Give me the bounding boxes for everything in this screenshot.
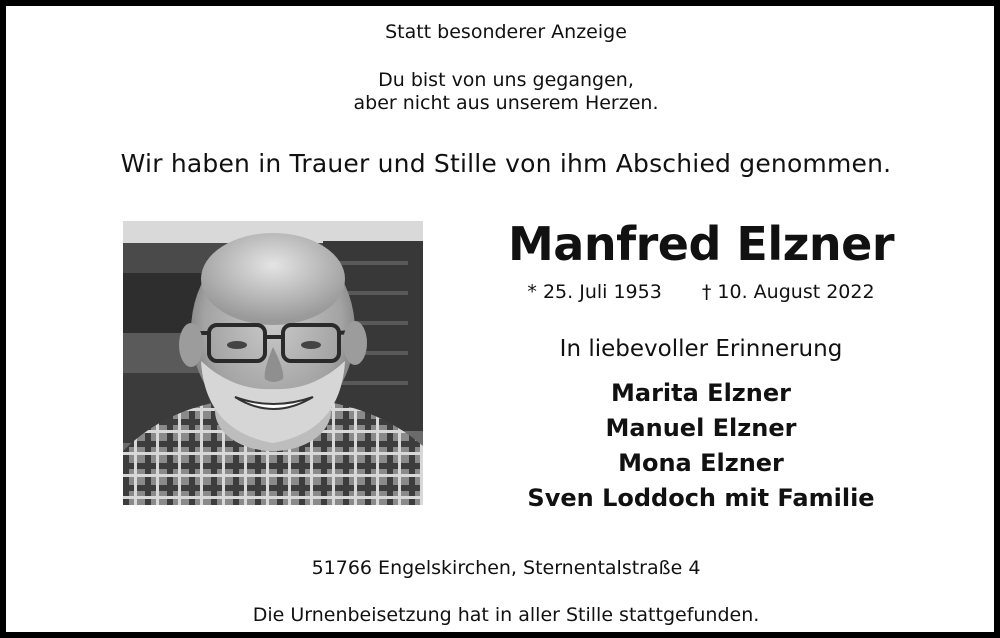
memory-line: In liebevoller Erinnerung: [559, 336, 843, 362]
portrait-photo: [123, 221, 423, 505]
death-date: † 10. August 2022: [701, 281, 875, 303]
birth-date: * 25. Juli 1953: [527, 281, 662, 303]
farewell-statement: Wir haben in Trauer und Stille von ihm Abschied genommen.: [120, 149, 892, 178]
mourner-name: Mona Elzner: [618, 449, 784, 477]
mourner-name: Marita Elzner: [611, 379, 791, 407]
quote-line: Du bist von uns gegangen,: [378, 69, 634, 91]
quote-line: aber nicht aus unserem Herzen.: [353, 92, 659, 114]
burial-note: Die Urnenbeisetzung hat in aller Stille stattgefunden.: [252, 604, 760, 626]
notice-header: Statt besonderer Anzeige: [385, 21, 627, 43]
mourner-name: Manuel Elzner: [605, 414, 797, 442]
memorial-quote: [6, 69, 1000, 115]
family-address: 51766 Engelskirchen, Sternentalstraße 4: [311, 557, 701, 579]
mourner-name: Sven Loddoch mit Familie: [527, 484, 875, 512]
deceased-name: Manfred Elzner: [508, 217, 894, 271]
life-dates: [476, 280, 926, 304]
mourners-list: [476, 376, 926, 516]
